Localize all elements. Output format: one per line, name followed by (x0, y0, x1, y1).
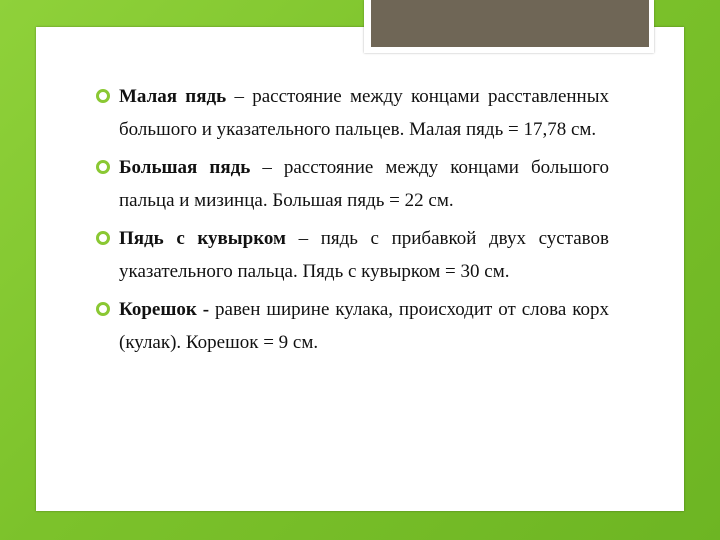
title-block-fill (371, 0, 649, 47)
item-term: Большая пядь (119, 157, 251, 178)
list-item (95, 293, 609, 359)
item-text: – пядь с прибавкой двух суставов указательного пальца. Пядь с кувырком = 30 см. (119, 228, 609, 282)
title-block (364, 0, 654, 53)
list-item (95, 151, 609, 217)
bullet-icon (96, 302, 110, 316)
item-text: – расстояние между концами большого пальца и мизинца. Большая пядь = 22 см. (119, 157, 609, 211)
item-text: равен ширине кулака, происходит от слова корх (кулак). Корешок = 9 см. (119, 299, 609, 353)
bullet-icon (96, 160, 110, 174)
list-item (95, 222, 609, 288)
item-term: Пядь с кувырком (119, 228, 286, 249)
bullet-icon (96, 231, 110, 245)
bullet-list (95, 80, 609, 364)
list-item (95, 80, 609, 146)
item-text: – расстояние между концами расставленных большого и указательного пальцев. Малая пядь = 17,78 см. (119, 86, 609, 140)
item-term: Малая пядь (119, 86, 227, 107)
item-term: Корешок - (119, 299, 210, 320)
bullet-icon (96, 89, 110, 103)
